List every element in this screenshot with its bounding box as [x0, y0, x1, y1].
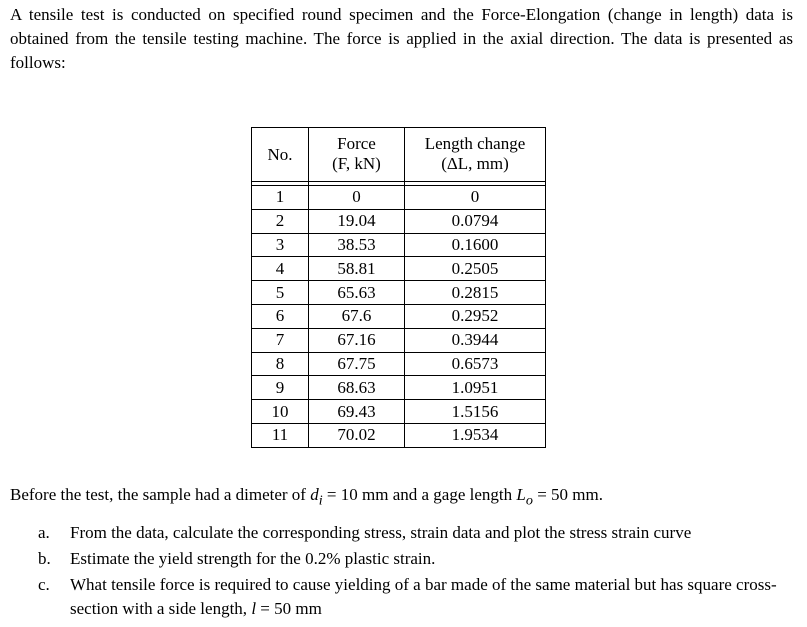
cell-length: 1.5156	[405, 400, 546, 424]
cell-no: 2	[252, 209, 309, 233]
problem-intro: A tensile test is conducted on specified round specimen and the Force-Elongation (change in length) data is obtained from the tensile testing machine. The force is applied in the axial direction. The data is presented as follows:	[10, 5, 793, 72]
cell-length: 1.9534	[405, 423, 546, 447]
cell-length: 0.2505	[405, 257, 546, 281]
cell-no: 3	[252, 233, 309, 257]
cell-no: 11	[252, 423, 309, 447]
cell-length: 0.2815	[405, 281, 546, 305]
cell-force: 69.43	[309, 400, 405, 424]
header-force: Force	[309, 128, 405, 155]
header-length-change: Length change	[405, 128, 546, 155]
table-row	[252, 186, 546, 210]
cell-force: 65.63	[309, 281, 405, 305]
cell-force: 70.02	[309, 423, 405, 447]
cell-no: 6	[252, 304, 309, 328]
given-dimensions: Before the test, the sample had a dimeter of $d_i = 10$ mm and a gage length $L_o = 50$ mm.	[10, 485, 603, 509]
table-row	[252, 328, 546, 352]
cell-force: 67.75	[309, 352, 405, 376]
cell-no: 7	[252, 328, 309, 352]
table-row	[252, 304, 546, 328]
side-length-symbol: l	[251, 599, 257, 618]
cell-no: 4	[252, 257, 309, 281]
cell-force: 19.04	[309, 209, 405, 233]
cell-force: 58.81	[309, 257, 405, 281]
task-item: c. What tensile force is required to cause yielding of a bar made of the same material but has square cross-section with a side length, l = 50 mm	[38, 575, 777, 618]
cell-length: 1.0951	[405, 376, 546, 400]
cell-force: 67.16	[309, 328, 405, 352]
table-row	[252, 376, 546, 400]
header-force-unit: (F, kN)	[309, 154, 405, 182]
diameter-symbol: d	[310, 485, 319, 504]
table-row	[252, 352, 546, 376]
cell-no: 8	[252, 352, 309, 376]
task-list	[38, 521, 793, 623]
gage-length-symbol: L	[516, 485, 526, 504]
cell-length: 0.0794	[405, 209, 546, 233]
cell-length: 0.3944	[405, 328, 546, 352]
table-row	[252, 233, 546, 257]
table-row	[252, 257, 546, 281]
cell-length: 0	[405, 186, 546, 210]
task-item: a. From the data, calculate the corresponding stress, strain data and plot the stress strain curve	[38, 523, 692, 542]
table-row	[252, 209, 546, 233]
cell-length: 0.2952	[405, 304, 546, 328]
cell-no: 9	[252, 376, 309, 400]
task-item: b. Estimate the yield strength for the 0.2% plastic strain.	[38, 549, 436, 568]
cell-no: 1	[252, 186, 309, 210]
cell-force: 0	[309, 186, 405, 210]
force-elongation-table	[251, 127, 546, 448]
header-no: No.	[252, 128, 309, 182]
table-row	[252, 400, 546, 424]
table-row	[252, 281, 546, 305]
table-row	[252, 423, 546, 447]
header-length-unit: (ΔL, mm)	[405, 154, 546, 182]
cell-no: 5	[252, 281, 309, 305]
cell-no: 10	[252, 400, 309, 424]
cell-force: 67.6	[309, 304, 405, 328]
cell-length: 0.1600	[405, 233, 546, 257]
cell-length: 0.6573	[405, 352, 546, 376]
cell-force: 38.53	[309, 233, 405, 257]
cell-force: 68.63	[309, 376, 405, 400]
